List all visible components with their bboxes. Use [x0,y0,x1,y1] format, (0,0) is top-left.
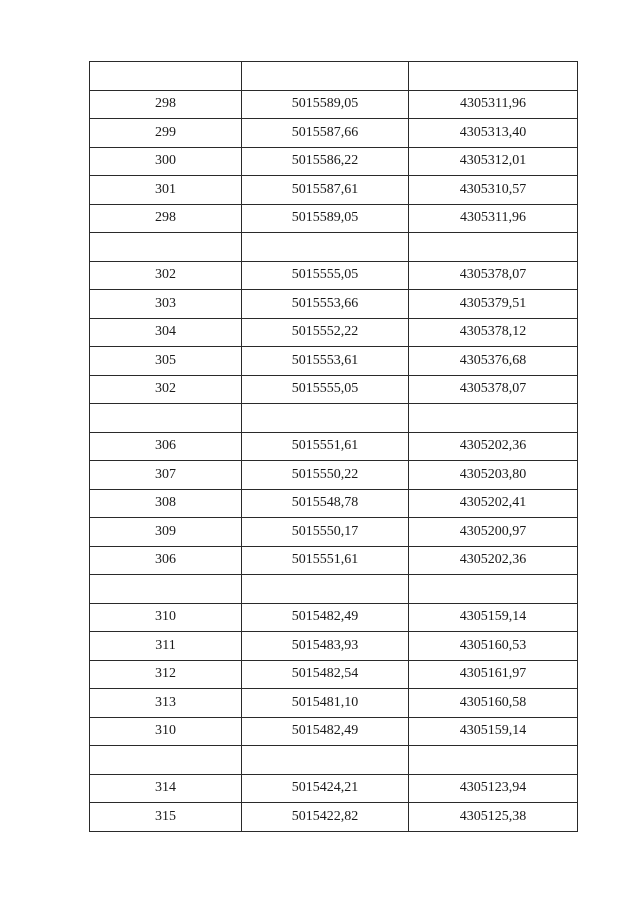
x-coordinate-cell: 5015481,10 [242,689,409,718]
point-number-cell: 311 [90,632,242,661]
y-coordinate-cell: 4305376,68 [409,347,578,376]
point-number-cell [90,233,242,262]
y-coordinate-cell: 4305159,14 [409,603,578,632]
x-coordinate-cell: 5015555,05 [242,375,409,404]
point-number-cell: 308 [90,489,242,518]
y-coordinate-cell: 4305378,07 [409,261,578,290]
point-number-cell: 304 [90,318,242,347]
y-coordinate-cell [409,404,578,433]
y-coordinate-cell: 4305125,38 [409,803,578,832]
x-coordinate-cell: 5015587,66 [242,119,409,148]
table-row [90,746,578,775]
point-number-cell: 307 [90,461,242,490]
y-coordinate-cell [409,233,578,262]
point-number-cell [90,404,242,433]
x-coordinate-cell [242,404,409,433]
x-coordinate-cell: 5015482,49 [242,603,409,632]
x-coordinate-cell: 5015551,61 [242,546,409,575]
x-coordinate-cell: 5015550,22 [242,461,409,490]
table-row [90,546,578,575]
table-row [90,432,578,461]
x-coordinate-cell: 5015589,05 [242,204,409,233]
y-coordinate-cell: 4305313,40 [409,119,578,148]
table-row [90,803,578,832]
point-number-cell: 310 [90,603,242,632]
y-coordinate-cell: 4305378,07 [409,375,578,404]
y-coordinate-cell: 4305310,57 [409,176,578,205]
y-coordinate-cell [409,575,578,604]
table-row [90,575,578,604]
table-row [90,290,578,319]
x-coordinate-cell: 5015553,61 [242,347,409,376]
point-number-cell: 315 [90,803,242,832]
x-coordinate-cell: 5015422,82 [242,803,409,832]
table-row [90,717,578,746]
point-number-cell: 300 [90,147,242,176]
y-coordinate-cell: 4305312,01 [409,147,578,176]
y-coordinate-cell: 4305202,41 [409,489,578,518]
y-coordinate-cell: 4305202,36 [409,432,578,461]
point-number-cell: 299 [90,119,242,148]
table-row [90,689,578,718]
table-row [90,347,578,376]
table-row [90,375,578,404]
table-row [90,147,578,176]
x-coordinate-cell: 5015548,78 [242,489,409,518]
y-coordinate-cell [409,746,578,775]
y-coordinate-cell: 4305159,14 [409,717,578,746]
point-number-cell: 313 [90,689,242,718]
table-row [90,176,578,205]
point-number-cell: 314 [90,774,242,803]
table-row [90,660,578,689]
point-number-cell: 306 [90,546,242,575]
point-number-cell [90,746,242,775]
point-number-cell: 309 [90,518,242,547]
point-number-cell: 303 [90,290,242,319]
point-number-cell: 298 [90,204,242,233]
x-coordinate-cell [242,746,409,775]
table-row [90,318,578,347]
point-number-cell [90,62,242,91]
x-coordinate-cell: 5015586,22 [242,147,409,176]
coordinates-table-body [90,62,578,832]
point-number-cell: 305 [90,347,242,376]
y-coordinate-cell: 4305160,58 [409,689,578,718]
table-row [90,90,578,119]
table-row [90,119,578,148]
table-row [90,404,578,433]
x-coordinate-cell: 5015555,05 [242,261,409,290]
point-number-cell: 310 [90,717,242,746]
x-coordinate-cell [242,233,409,262]
x-coordinate-cell: 5015589,05 [242,90,409,119]
x-coordinate-cell: 5015483,93 [242,632,409,661]
x-coordinate-cell: 5015552,22 [242,318,409,347]
table-row [90,233,578,262]
point-number-cell: 302 [90,375,242,404]
y-coordinate-cell: 4305161,97 [409,660,578,689]
table-row [90,518,578,547]
y-coordinate-cell: 4305378,12 [409,318,578,347]
table-row [90,204,578,233]
y-coordinate-cell: 4305202,36 [409,546,578,575]
table-row [90,261,578,290]
table-row [90,489,578,518]
table-row [90,461,578,490]
y-coordinate-cell: 4305160,53 [409,632,578,661]
x-coordinate-cell: 5015550,17 [242,518,409,547]
y-coordinate-cell: 4305200,97 [409,518,578,547]
x-coordinate-cell: 5015553,66 [242,290,409,319]
coordinates-table [89,61,578,832]
x-coordinate-cell: 5015424,21 [242,774,409,803]
point-number-cell: 298 [90,90,242,119]
x-coordinate-cell [242,62,409,91]
y-coordinate-cell: 4305311,96 [409,90,578,119]
point-number-cell: 302 [90,261,242,290]
y-coordinate-cell: 4305203,80 [409,461,578,490]
x-coordinate-cell: 5015482,54 [242,660,409,689]
point-number-cell: 312 [90,660,242,689]
point-number-cell [90,575,242,604]
table-row [90,632,578,661]
y-coordinate-cell: 4305379,51 [409,290,578,319]
y-coordinate-cell: 4305123,94 [409,774,578,803]
point-number-cell: 306 [90,432,242,461]
table-row [90,774,578,803]
y-coordinate-cell: 4305311,96 [409,204,578,233]
x-coordinate-cell: 5015587,61 [242,176,409,205]
x-coordinate-cell: 5015482,49 [242,717,409,746]
table-row [90,603,578,632]
y-coordinate-cell [409,62,578,91]
x-coordinate-cell [242,575,409,604]
table-row [90,62,578,91]
point-number-cell: 301 [90,176,242,205]
x-coordinate-cell: 5015551,61 [242,432,409,461]
